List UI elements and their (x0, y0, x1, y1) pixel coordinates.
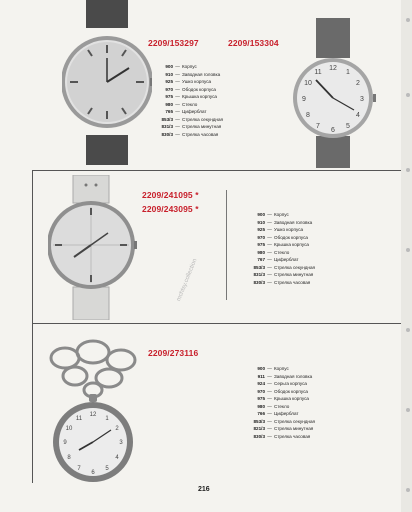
parts-row: 911 — Заводная головка (257, 373, 313, 379)
vertical-divider (226, 190, 227, 300)
parts-row: 853/3 — Стрелка секундная (161, 116, 224, 122)
svg-text:9: 9 (302, 96, 306, 103)
watch-model-code: 2209/153297 (148, 38, 199, 48)
svg-text:10: 10 (65, 426, 73, 432)
parts-list (158, 63, 223, 138)
parts-row: 900 — Корпус (257, 212, 289, 217)
parts-row: 910 — Заводная головка (165, 71, 221, 77)
parts-row: 767 — Циферблат (257, 257, 299, 262)
watermark: mchtsy.collection (176, 258, 199, 303)
svg-text:1: 1 (105, 416, 109, 422)
section-divider (32, 170, 402, 171)
wristwatch-image (288, 18, 378, 168)
parts-row: 853/3 — Стрелка секундная (253, 264, 316, 270)
vertical-divider (32, 323, 33, 483)
wristwatch-image (62, 0, 152, 165)
parts-row: 970 — Ободок корпуса (257, 388, 308, 394)
parts-row: 970 — Ободок корпуса (257, 234, 308, 240)
parts-row: 853/3 — Стрелка секундная (253, 418, 316, 424)
parts-row: 980 — Стекло (165, 101, 198, 107)
svg-text:8: 8 (306, 112, 310, 119)
svg-text:11: 11 (75, 416, 83, 422)
parts-row: 980 — Стекло (257, 403, 290, 409)
section-divider (32, 323, 402, 324)
parts-row: 830/3 — Стрелка часовая (253, 433, 311, 439)
parts-row: 925 — Ушко корпуса (257, 227, 304, 232)
svg-text:5: 5 (346, 123, 350, 130)
svg-text:4: 4 (356, 112, 360, 119)
parts-row: 821/3 — Стрелка минутная (253, 426, 314, 431)
svg-text:5: 5 (105, 466, 109, 472)
parts-row: 924 — Серьга корпуса (257, 381, 307, 386)
svg-text:1: 1 (346, 69, 350, 76)
parts-row: 980 — Стекло (257, 249, 290, 255)
svg-text:2: 2 (115, 426, 119, 432)
svg-text:4: 4 (115, 455, 119, 461)
parts-row: 925 — Ушко корпуса (165, 79, 212, 84)
svg-text:11: 11 (314, 69, 322, 76)
svg-text:12: 12 (89, 412, 97, 418)
svg-text:7: 7 (77, 466, 81, 472)
parts-row: 975 — Крышка корпуса (257, 396, 309, 401)
svg-text:10: 10 (304, 80, 312, 87)
watch-model-code: 2209/153304 (228, 38, 279, 48)
binder-holes (401, 0, 412, 512)
watch-model-code: 2209/243095 * (142, 204, 199, 214)
pendant-watch-image (45, 338, 145, 483)
wristwatch-image (48, 175, 140, 320)
parts-row: 831/3 — Стрелка минутная (253, 272, 314, 277)
svg-text:6: 6 (91, 470, 95, 476)
parts-row: 765 — Циферблат (165, 109, 207, 114)
svg-text:2: 2 (356, 80, 360, 87)
parts-row: 830/3 — Стрелка часовая (161, 131, 219, 137)
parts-row: 975 — Крышка корпуса (165, 94, 217, 99)
watch-model-code: 2209/273116 (148, 348, 199, 358)
parts-row: 900 — Корпус (257, 366, 289, 371)
parts-row: 766 — Циферблат (257, 411, 299, 416)
parts-row: 970 — Ободок корпуса (165, 86, 216, 92)
watch-model-code: 2209/241095 * (142, 190, 199, 200)
parts-row: 910 — Заводная головка (257, 219, 313, 225)
svg-text:3: 3 (119, 440, 123, 446)
svg-text:3: 3 (360, 96, 364, 103)
parts-row: 830/3 — Стрелка часовая (253, 279, 311, 285)
parts-list (250, 211, 315, 286)
parts-row: 975 — Крышка корпуса (257, 242, 309, 247)
page-number: 216 (198, 486, 210, 493)
svg-text:8: 8 (67, 455, 71, 461)
parts-row: 900 — Корпус (165, 64, 197, 69)
parts-row: 831/3 — Стрелка минутная (161, 124, 222, 129)
parts-list (250, 365, 315, 440)
svg-text:6: 6 (331, 127, 335, 134)
vertical-divider (32, 170, 33, 323)
svg-text:12: 12 (329, 65, 337, 72)
svg-text:7: 7 (316, 123, 320, 130)
svg-text:9: 9 (63, 440, 67, 446)
